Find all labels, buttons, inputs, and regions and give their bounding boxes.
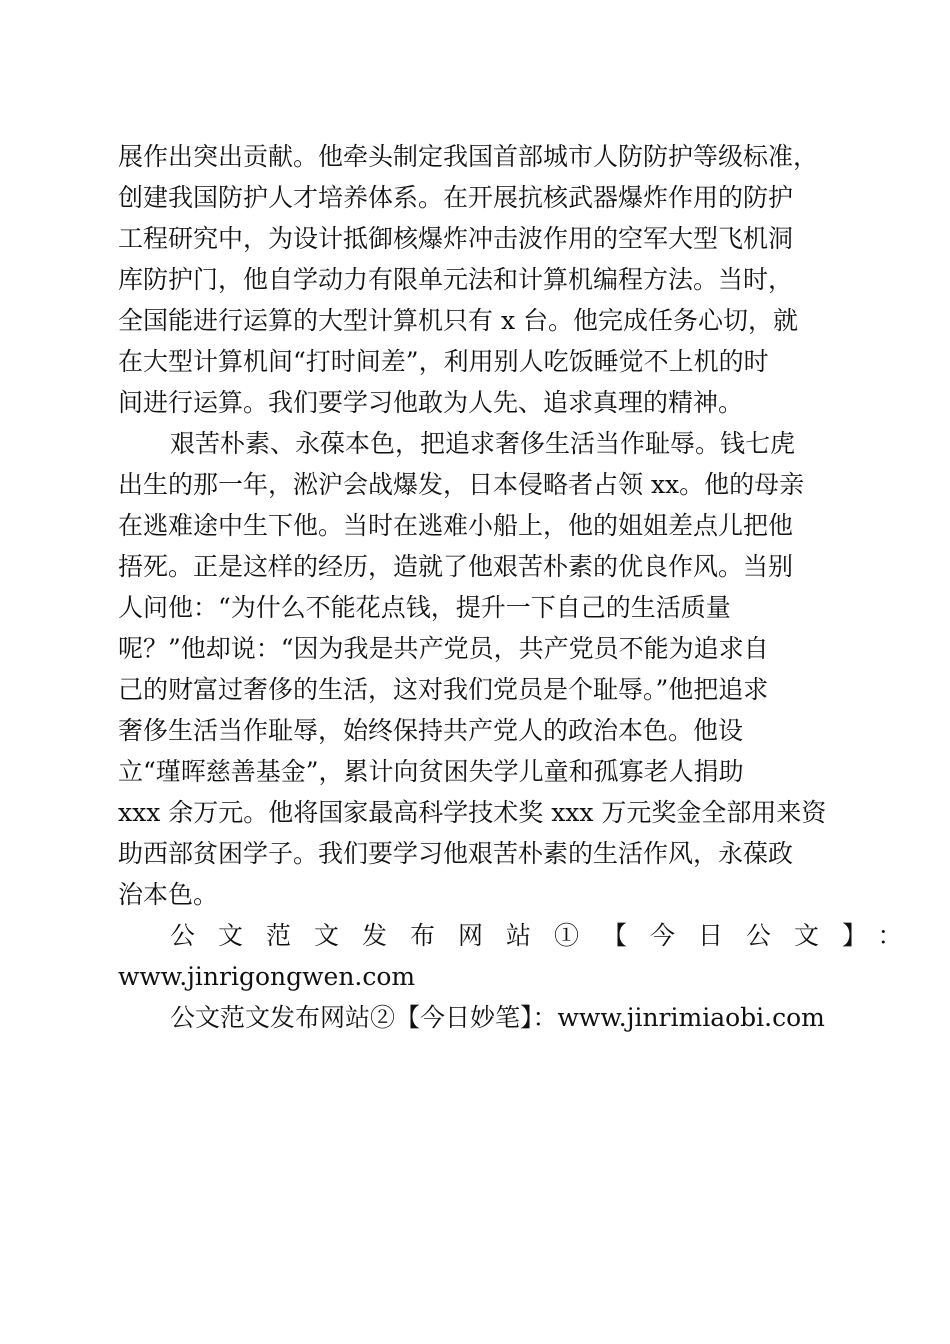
footer-site-1-url[interactable]: www.jinrigongwen.com xyxy=(118,962,416,991)
text-line: 全国能进行运算的大型计算机只有 x 台。他完成任务心切，就 xyxy=(118,306,798,335)
text-line: 己的财富过奢侈的生活，这对我们党员是个耻辱。”他把追求 xyxy=(118,675,769,704)
text-line: xxx 余万元。他将国家最高科学技术奖 xxx 万元奖金全部用来资 xyxy=(118,798,827,827)
text-line: 出生的那一年，淞沪会战爆发，日本侵略者占领 xx。他的母亲 xyxy=(118,470,805,499)
footer-site-1-label-text: 公文范文发布网站①【今日公文】： xyxy=(170,921,926,950)
text-line: 奢侈生活当作耻辱，始终保持共产党人的政治本色。他设 xyxy=(118,716,744,745)
text-line: 工程研究中，为设计抵御核爆炸冲击波作用的空军大型飞机洞 xyxy=(118,224,794,253)
text-line: 人问他：“为什么不能花点钱，提升一下自己的生活质量 xyxy=(118,593,731,622)
paragraph-2 xyxy=(118,423,830,915)
footer-site-2 xyxy=(118,997,830,1038)
document-page xyxy=(118,136,926,1038)
text-line: 创建我国防护人才培养体系。在开展抗核武器爆炸作用的防护 xyxy=(118,183,794,212)
text-line: 在大型计算机间“打时间差”，利用别人吃饭睡觉不上机的时 xyxy=(118,347,769,376)
paragraph-1 xyxy=(118,136,830,423)
text-line: 间进行运算。我们要学习他敢为人先、追求真理的精神。 xyxy=(118,388,744,417)
text-line: 库防护门，他自学动力有限单元法和计算机编程方法。当时， xyxy=(118,265,794,294)
text-line: 艰苦朴素、永葆本色，把追求奢侈生活当作耻辱。钱七虎 xyxy=(170,429,796,458)
text-line: 立“瑾晖慈善基金”，累计向贫困失学儿童和孤寡老人捐助 xyxy=(118,757,744,786)
footer-site-2-label: 公文范文发布网站②【今日妙笔】： xyxy=(170,1003,558,1032)
footer-site-2-line xyxy=(118,997,830,1038)
text-line: 呢？”他却说：“因为我是共产党员，共产党员不能为追求自 xyxy=(118,634,769,663)
text-line: 捂死。正是这样的经历，造就了他艰苦朴素的优良作风。当别 xyxy=(118,552,794,581)
text-line: 展作出突出贡献。他牵头制定我国首部城市人防防护等级标准， xyxy=(118,142,819,171)
text-line: 在逃难途中生下他。当时在逃难小船上，他的姐姐差点儿把他 xyxy=(118,511,794,540)
footer-site-1-label xyxy=(118,915,926,956)
text-line: 治本色。 xyxy=(118,880,219,909)
footer-site-1 xyxy=(118,915,926,997)
text-line: 助西部贫困学子。我们要学习他艰苦朴素的生活作风，永葆政 xyxy=(118,839,794,868)
footer-site-2-url[interactable]: www.jinrimiaobi.com xyxy=(557,1003,825,1032)
